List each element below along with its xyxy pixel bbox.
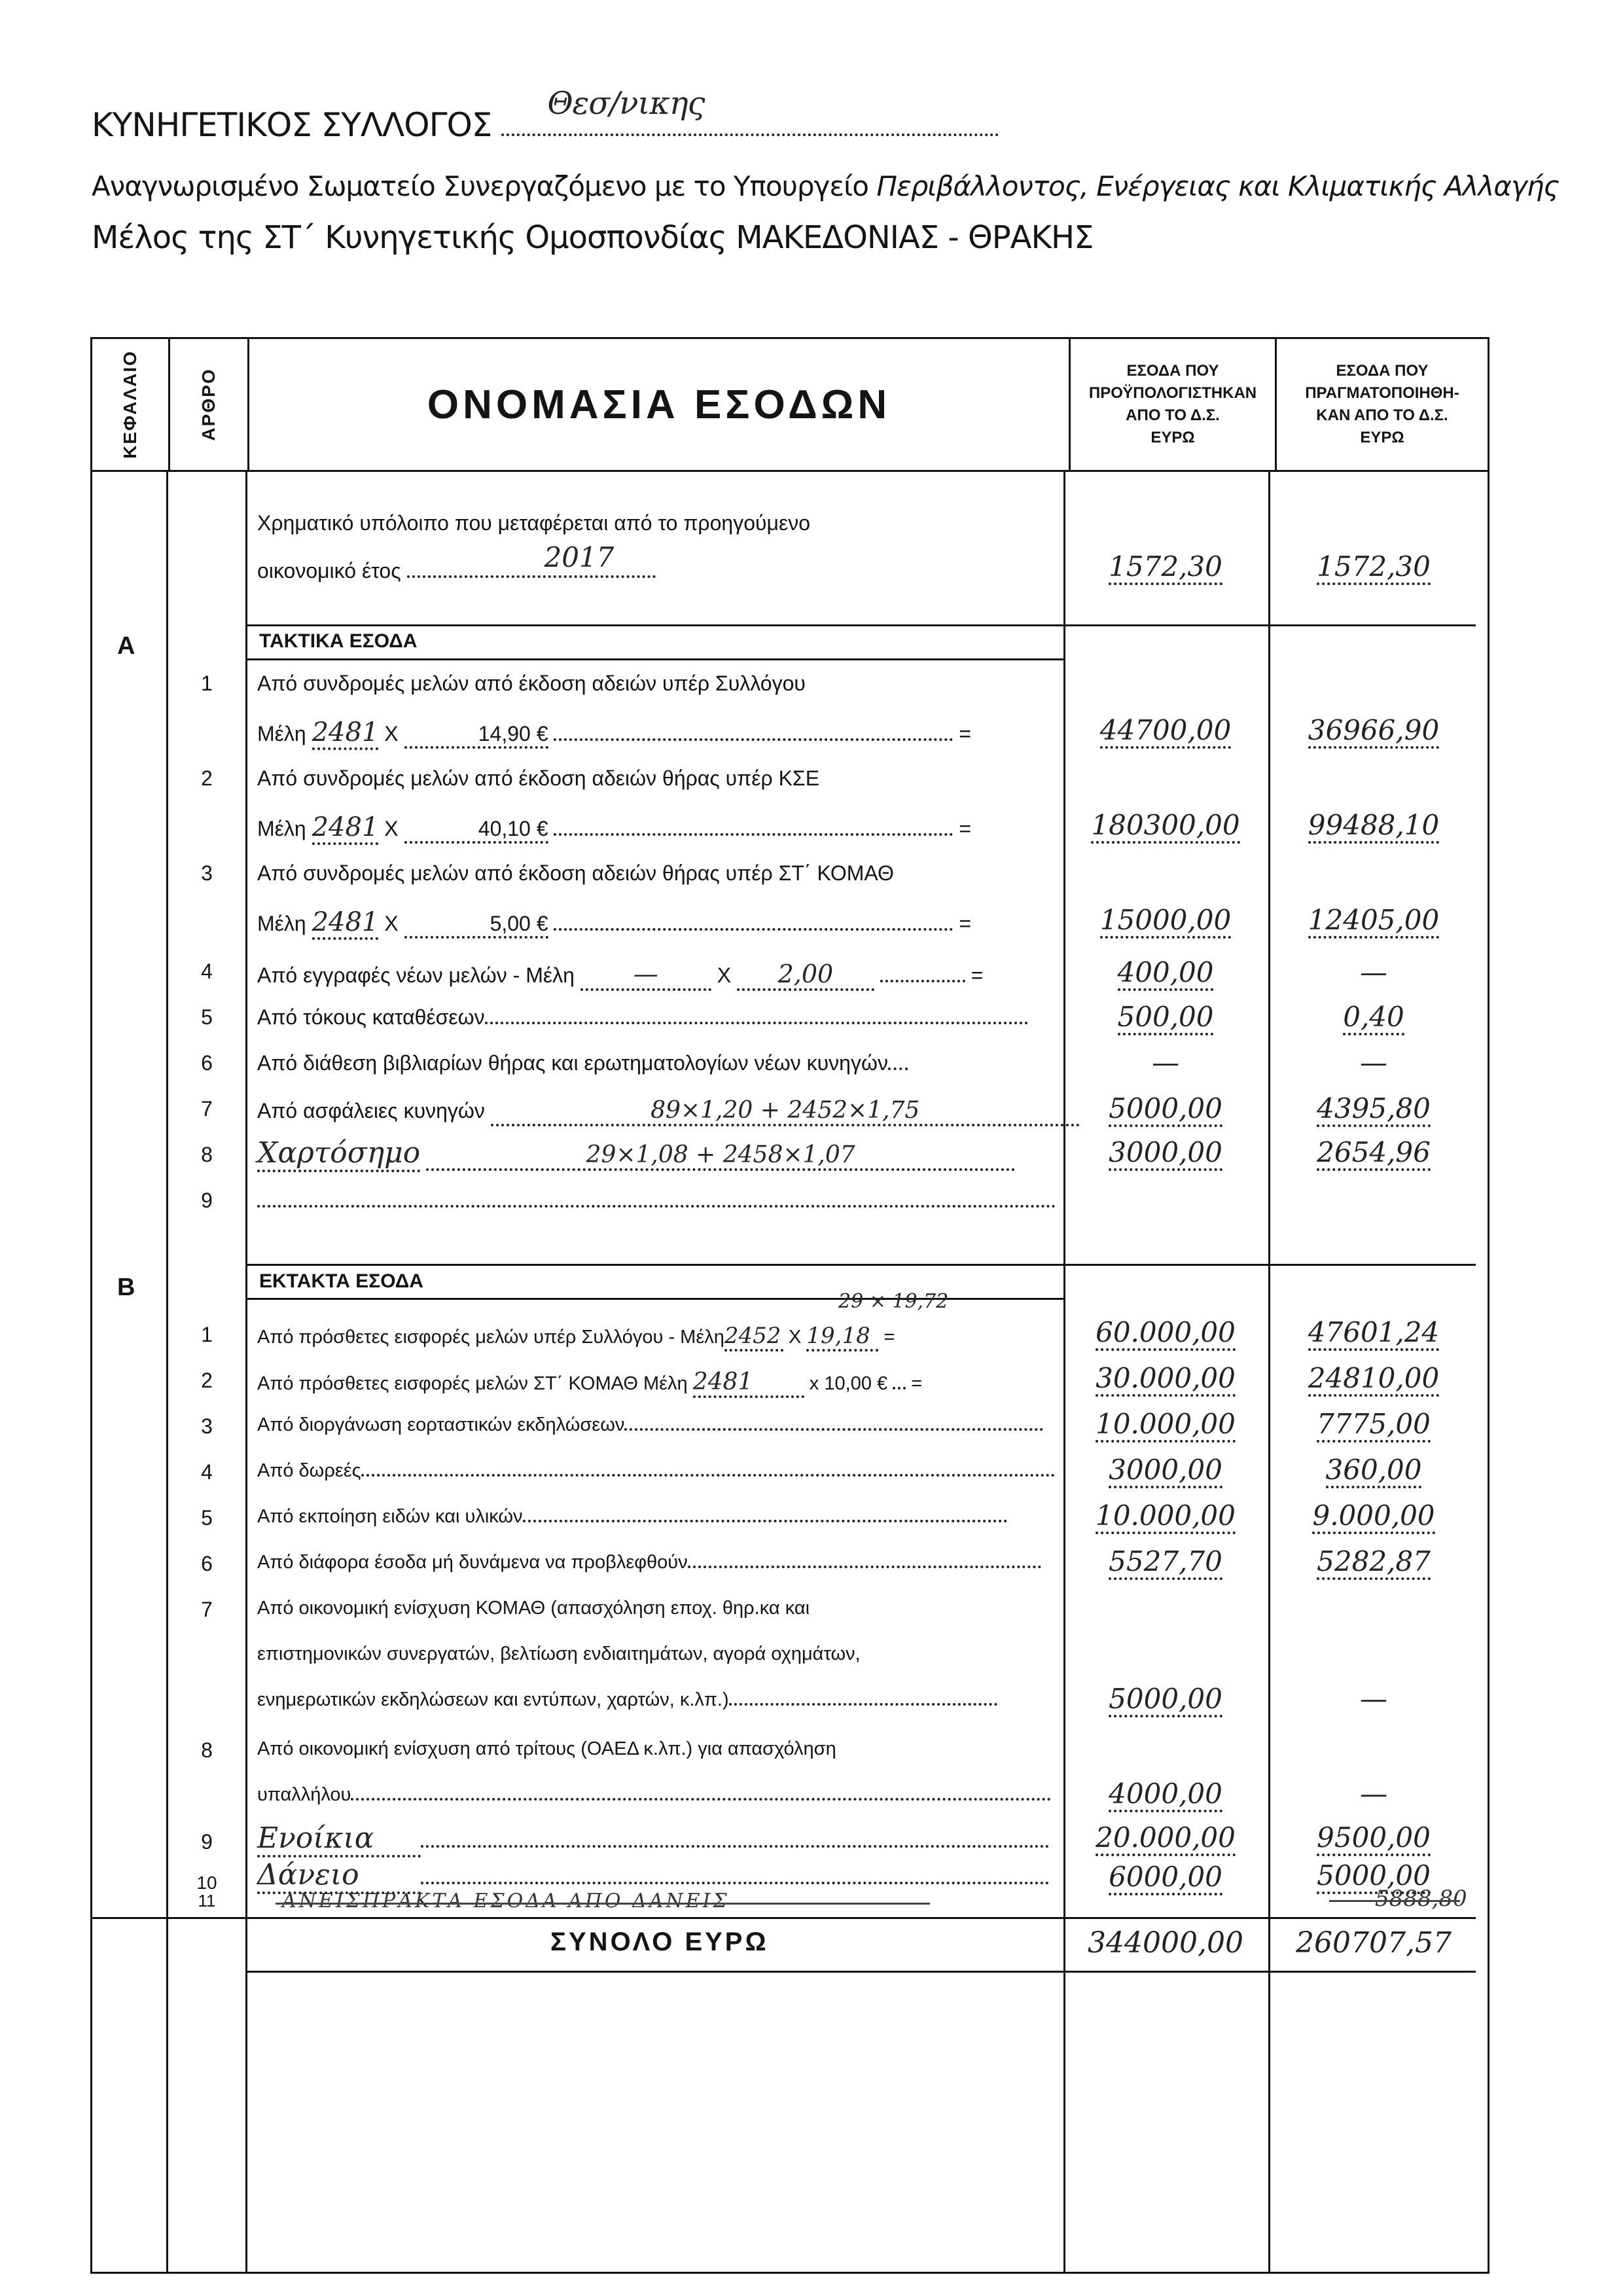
leader-dots [421,1845,1049,1848]
article-number: 3 [201,861,213,885]
leader-dots [554,928,953,931]
revenue-line [257,1460,1055,1482]
table-body [92,471,1489,2273]
realized-value: 47601,24 [1308,1316,1439,1351]
recognition-text: Αναγνωρισμένο Σωματείο Συνεργαζόμενο με το Υπουργείο [92,170,877,202]
times-sign: Χ [384,817,399,840]
article-number: 9 [201,1189,213,1212]
recognition-line [92,170,1559,202]
uncollected-realized-value: 5888,80 [1375,1886,1467,1912]
revenue-line [257,1506,1007,1528]
budgeted-header-line: ΠΡΟΫΠΟΛΟΓΙΣΤΗΚΑΝ [1088,384,1257,402]
row-divider [245,658,1063,660]
realized-value: 24810,00 [1308,1362,1439,1397]
year-field [407,541,656,578]
budgeted-header [1070,338,1276,471]
realized-amount [1272,1499,1475,1532]
realized-value: 99488,10 [1308,809,1439,844]
leader-dots [421,1882,1049,1884]
row-divider [245,624,1476,626]
col-divider [1063,472,1065,2272]
col-divider [245,472,247,2272]
realized-amount [1272,809,1475,841]
article-number: 6 [201,1552,213,1575]
budgeted-header-line: ΕΥΡΩ [1150,429,1195,446]
budgeted-amount [1067,1454,1264,1486]
realized-amount [1272,1821,1475,1854]
revenue-line [257,1821,1049,1857]
budgeted-amount [1067,1861,1264,1893]
budgeted-amount [1067,1821,1264,1854]
budgeted-amount [1067,1047,1264,1079]
article-number: 5 [201,1506,213,1530]
revenue-line-text: επιστημονικών συνεργατών, βελτίωση ενδιαιτημάτων, αγορά οχημάτων, [257,1643,861,1664]
budgeted-amount [1067,1408,1264,1440]
article-number: 8 [201,1738,213,1762]
members-calc: Μέλη 2481 Χ 40,10 € = [257,812,971,845]
budgeted-amount [1067,1778,1264,1810]
uncollected-revenue-note: ΑΝΕΙΣΠΡΑΚΤΑ ΕΣΟΔΑ ΑΠΟ ΔΑΝΕΙΣ [282,1890,730,1912]
article-header [169,338,249,471]
col-divider [1268,472,1270,2272]
revenue-line-text: Από διάφορα έσοδα μή δυνάμενα να προβλεφθούν [257,1552,688,1573]
federation-line: Μέλος της ΣΤ΄ Κυνηγετικής Ομοσπονδίας ΜΑΚΕΔΟΝΙΑΣ - ΘΡΑΚΗΣ [92,219,1094,256]
realized-amount [1272,1047,1475,1079]
revenue-table [90,337,1489,2274]
realized-value: 0,40 [1343,1001,1404,1035]
total-label: ΣΥΝΟΛΟ ΕΥΡΩ [550,1928,769,1956]
article-number: 8 [201,1143,213,1166]
members-count: 2481 [693,1369,804,1398]
leader-dots [485,1022,1028,1024]
budgeted-value: 3000,00 [1109,1136,1222,1171]
revenue-line-text: Από ασφάλειες κυνηγών [257,1099,485,1122]
org-name-field [501,85,999,136]
realized-amount [1272,1362,1475,1394]
budgeted-value: 5527,70 [1109,1545,1222,1580]
budgeted-value: — [1152,1047,1179,1079]
budgeted-value: 180300,00 [1091,809,1240,844]
realized-value: — [1360,956,1387,988]
revenue-line [257,1005,1028,1030]
realized-value: 5282,87 [1317,1545,1431,1580]
revenue-line-text: ενημερωτικών εκδηλώσεων και εντύπων, χαρτών, κ.λπ.) [257,1689,729,1710]
budgeted-value: 10.000,00 [1096,1408,1236,1443]
rate-value: 10,00 € [824,1373,888,1394]
table-header-row [92,338,1489,471]
leader-dots [257,1205,1056,1208]
carryover-budgeted [1067,550,1264,583]
realized-amount [1272,1545,1475,1577]
chapter-header [92,338,169,471]
realized-amount [1272,1316,1475,1348]
strike-line [1329,1900,1460,1902]
realized-value: — [1360,1683,1387,1715]
leader-dots [554,833,953,836]
budgeted-value: 15000,00 [1100,904,1231,939]
realized-value: 5000,00 [1317,1859,1431,1894]
revenue-line-text: Από πρόσθετες εισφορές μελών ΣΤ΄ ΚΟΜΑΘ Μέλη [257,1373,688,1394]
revenue-line-text: Από διοργάνωση εορταστικών εκδηλώσεων [257,1414,625,1435]
budgeted-value: 44700,00 [1100,714,1231,749]
revenue-line-text: Ενοίκια [257,1821,421,1857]
article-number: 3 [201,1414,213,1438]
revenue-line [257,1189,1056,1213]
leader-dots [554,738,953,741]
carryover-line2 [257,541,656,583]
revenue-line [257,1136,1015,1172]
times-sign: Χ [717,963,732,987]
leader-dots [361,1474,1055,1477]
members-label: Μέλη [257,817,306,840]
realized-amount [1272,1136,1475,1168]
total-bottom-border [245,1971,1476,1973]
budgeted-value: 5000,00 [1109,1092,1222,1127]
section-b-title: ΕΚΤΑΚΤΑ ΕΣΟΔΑ [259,1270,423,1292]
revenue-line-text: Από οικονομική ενίσχυση ΚΟΜΑΘ (απασχόληση εποχ. θηρ.κα και [257,1598,810,1619]
article-number: 5 [201,1005,213,1029]
realized-value: 4395,80 [1317,1092,1431,1127]
revenue-line: Από εγγραφές νέων μελών - Μέλη — Χ 2,00 = [257,960,983,991]
article-number: 2 [201,1369,213,1392]
carryover-label: οικονομικό έτος [257,559,401,583]
times-sign: Χ [384,912,399,935]
row-divider [245,1264,1476,1266]
rate-value: 2,00 [737,960,874,991]
leader-dots [624,1428,1043,1431]
budgeted-value: 500,00 [1118,1001,1214,1035]
realized-amount [1272,1092,1475,1124]
rate-value: 14,90 € [404,722,548,749]
revenue-line: Από πρόσθετες εισφορές μελών υπέρ Συλλόγου - Μέλη2452 Χ 19,18 = [257,1323,895,1352]
revenue-line-text: υπαλλήλου [257,1784,351,1805]
realized-header [1276,338,1489,471]
realized-value: — [1360,1047,1387,1079]
budgeted-amount [1067,1001,1264,1033]
article-number: 2 [201,766,213,790]
realized-amount [1272,904,1475,936]
budgeted-amount [1067,956,1264,988]
carryover-year: 2017 [544,541,615,573]
section-a-title: ΤΑΚΤΙΚΑ ΕΣΟΔΑ [259,630,418,652]
budgeted-amount [1067,1092,1264,1124]
budgeted-amount [1067,809,1264,841]
realized-value: 36966,90 [1308,714,1439,749]
budgeted-amount [1067,1362,1264,1394]
org-heading [92,85,999,144]
org-label: ΚΥΝΗΓΕΤΙΚΟΣ ΣΥΛΛΟΓΟΣ [92,106,492,144]
budgeted-header-line: ΕΣΟΔΑ ΠΟΥ [1126,362,1219,380]
revenue-line-text: Από συνδρομές μελών από έκδοση αδειών θήρας υπέρ ΚΣΕ [257,766,820,790]
budgeted-value: 20.000,00 [1096,1821,1236,1856]
budgeted-amount [1067,1136,1264,1168]
revenue-line-text: Από συνδρομές μελών από έκδοση αδειών υπέρ Συλλόγου [257,672,806,695]
members-count: 2481 [312,717,379,750]
budgeted-amount [1067,904,1264,936]
budgeted-value: 60.000,00 [1096,1316,1236,1351]
revenue-line [257,1097,1080,1126]
ministry-name: Περιβάλλοντος, Ενέργειας και Κλιματικής Αλλαγής [876,170,1560,202]
budgeted-amount [1067,1545,1264,1577]
revenue-line-text: Από συνδρομές μελών από έκδοση αδειών θήρας υπέρ ΣΤ΄ ΚΟΜΑΘ [257,861,894,885]
realized-amount [1272,1001,1475,1033]
revenue-line-text: Από εγγραφές νέων μελών - Μέλη [257,963,575,987]
budgeted-value: 400,00 [1118,956,1214,991]
revenue-line-text: Από οικονομική ενίσχυση από τρίτους (ΟΑΕΔ κ.λπ.) για απασχόληση [257,1738,836,1759]
realized-header-line: ΠΡΑΓΜΑΤΟΠΟΙΗΘΗ- [1305,384,1459,402]
article-header-text: ΑΡΘΡΟ [198,368,219,441]
budgeted-amount [1067,1683,1264,1715]
handwritten-note: 29 × 19,72 [838,1290,949,1313]
budgeted-value: 6000,00 [1109,1861,1222,1895]
chapter-header-text: ΚΕΦΑΛΑΙΟ [120,350,140,459]
members-count: 2481 [312,907,379,940]
realized-value: — [1360,1778,1387,1810]
realized-amount [1272,714,1475,746]
realized-amount [1272,1408,1475,1440]
revenue-line-text: Από δωρεές [257,1460,361,1481]
realized-header-line: ΕΣΟΔΑ ΠΟΥ [1336,362,1429,380]
rate-value: 40,10 € [404,817,548,844]
budgeted-value: 30.000,00 [1096,1362,1236,1397]
revenue-line: Από πρόσθετες εισφορές μελών ΣΤ΄ ΚΟΜΑΘ Μέλη 2481 x 10,00 € = [257,1369,922,1398]
stamp-duty-calc: 29×1,08 + 2458×1,07 [426,1141,1015,1171]
strike-line [276,1903,930,1905]
budgeted-amount [1067,714,1264,746]
budgeted-value: 10.000,00 [1096,1499,1236,1534]
carryover-line1: Χρηματικό υπόλοιπο που μεταφέρεται από το προηγούμενο [257,511,811,535]
article-number: 7 [201,1598,213,1621]
rate-value: 5,00 € [404,912,548,939]
budgeted-amount [1067,1499,1264,1532]
members-count: 2481 [312,812,379,845]
times-sign: Χ [384,722,399,745]
article-number: 4 [201,1460,213,1484]
leader-dots [351,1798,1051,1801]
org-name-handwritten: Θεσ/νικης [547,85,705,122]
revenue-line [257,1552,1041,1573]
revenue-line-text: Δάνειο [257,1858,421,1894]
members-label: Μέλη [257,912,306,935]
revenue-line-text: Από τόκους καταθέσεων [257,1005,485,1029]
realized-value: 7775,00 [1317,1408,1431,1443]
realized-value: 360,00 [1326,1454,1422,1488]
revenue-line-text: Χαρτόσημο [257,1136,420,1172]
leader-dots [523,1520,1007,1522]
leader-dots [880,980,965,982]
realized-value: 12405,00 [1308,904,1439,939]
realized-amount [1272,956,1475,988]
article-number: 6 [201,1051,213,1075]
revenue-line [257,1051,908,1075]
total-divider [92,1917,1476,1919]
members-count: — [580,960,711,991]
article-number: 7 [201,1097,213,1121]
carryover-budgeted-value: 1572,30 [1109,550,1222,585]
realized-amount [1272,1683,1475,1715]
table-body-row [92,471,1489,2273]
total-budgeted: 344000,00 [1088,1926,1243,1960]
carryover-realized-value: 1572,30 [1317,550,1431,585]
revenue-title-header: ΟΝΟΜΑΣΙΑ ΕΣΟΔΩΝ [249,338,1070,471]
section-b-letter: Β [117,1274,135,1301]
realized-amount [1272,1454,1475,1486]
members-label: Μέλη [257,722,306,745]
realized-value: 9500,00 [1317,1821,1431,1856]
realized-amount [1272,1778,1475,1810]
realized-value: 9.000,00 [1312,1499,1435,1534]
revenue-line-text: Από πρόσθετες εισφορές μελών υπέρ Συλλόγου - Μέλη [257,1327,724,1348]
realized-value: 2654,96 [1317,1136,1431,1171]
revenue-line [257,1858,1049,1894]
members-count: 2452 [724,1323,783,1352]
budgeted-header-line: ΑΠΟ ΤΟ Δ.Σ. [1126,406,1220,424]
budgeted-value: 5000,00 [1109,1683,1222,1717]
leader-dots [729,1703,997,1706]
article-number: 9 [201,1830,213,1854]
budgeted-value: 3000,00 [1109,1454,1222,1488]
revenue-line [257,1689,997,1711]
revenue-line [257,1414,1043,1436]
realized-header-line: ΕΥΡΩ [1360,429,1404,446]
carryover-realized [1272,550,1475,583]
revenue-line-text: Από διάθεση βιβλιαρίων θήρας και ερωτηματολογίων νέων κυνηγών [257,1051,888,1075]
rate-value: 19,18 [806,1323,878,1352]
leader-dots [688,1566,1041,1568]
article-number: 4 [201,960,213,983]
article-number: 1 [201,672,213,695]
leader-dots [888,1067,908,1070]
section-a-letter: Α [117,632,135,660]
budgeted-value: 4000,00 [1109,1778,1222,1812]
leader-dots [893,1387,906,1390]
revenue-line [257,1784,1051,1806]
article-number: 11 [198,1891,216,1910]
realized-header-line: ΚΑΝ ΑΠΟ ΤΟ Δ.Σ. [1316,406,1448,424]
members-calc: Μέλη 2481 Χ 14,90 € = [257,717,971,750]
article-number: 1 [201,1323,213,1346]
article-number: 10 [196,1873,217,1893]
revenue-line-text: Από εκποίηση ειδών και υλικών [257,1506,523,1527]
insurance-calc: 89×1,20 + 2452×1,75 [491,1097,1080,1126]
members-calc: Μέλη 2481 Χ 5,00 € = [257,907,971,940]
total-realized: 260707,57 [1296,1926,1452,1960]
budgeted-amount [1067,1316,1264,1348]
